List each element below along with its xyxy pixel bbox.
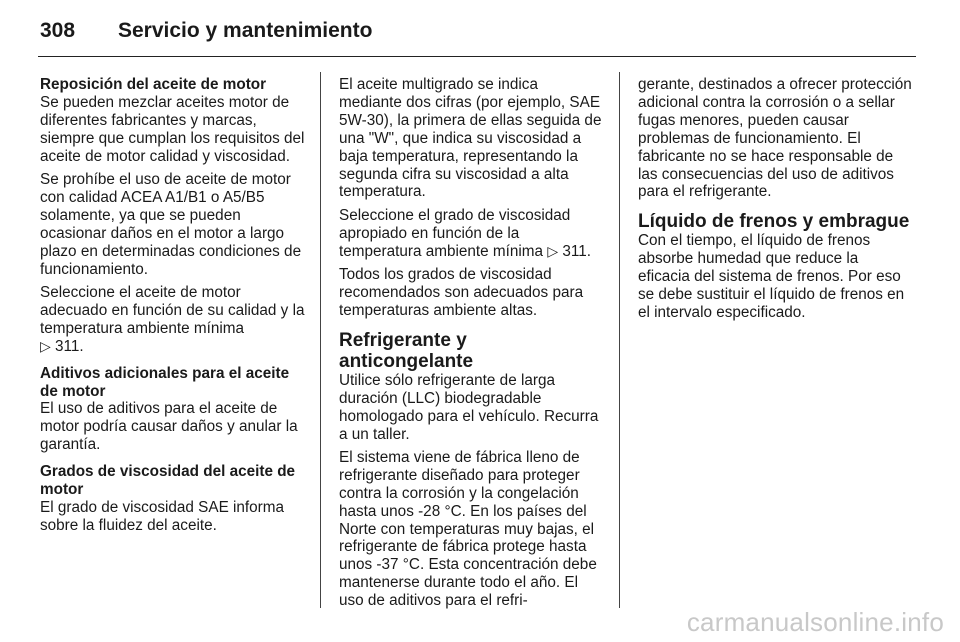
subheading-aditivos: Aditivos adicionales para el aceite de motor <box>40 364 290 400</box>
subheading-grados: Grados de viscosidad del aceite de motor <box>40 463 296 499</box>
page-header <box>38 16 916 57</box>
paragraph: gerante, destinados a ofrecer protección adicional contra la corrosión o a sellar fugas menores, pueden causar problemas de funcionamiento. El fabricante no se hace responsable de las consecuencias del uso de aditivos para el refrigerante. <box>638 76 912 201</box>
column-2 <box>339 76 605 616</box>
column-1 <box>40 76 306 540</box>
paragraph: El sistema viene de fábrica lleno de refrigerante diseñado para proteger contra la corrosión y la congelación hasta unos -28 °C. En los países del Norte con temperaturas muy bajas, el refrigerante de fábrica protege hasta unos -37 °C. Esta concentración debe mantenerse durante todo el año. El uso de aditivos para el refri- <box>339 448 597 610</box>
paragraph: El aceite multigrado se indica mediante dos cifras (por ejemplo, SAE 5W-30), la primera de ellas seguida de una "W", que indica su viscosidad a baja temperatura, representando la segunda cifra su viscosidad a alta temperatura. <box>339 76 602 201</box>
column-divider-2 <box>619 72 620 608</box>
page-reference-icon: ▷ <box>40 337 51 354</box>
page-title: Servicio y mantenimiento <box>118 19 373 42</box>
page-reference[interactable]: 311. <box>562 242 591 260</box>
paragraph <box>339 207 605 261</box>
watermark: carmanualsonline.info <box>686 607 944 637</box>
paragraph: El uso de aditivos para el aceite de motor podría causar daños y anular la garantía. <box>40 400 298 454</box>
page-number: 308 <box>40 19 76 42</box>
subheading-reposicion: Reposición del aceite de motor <box>40 76 267 93</box>
paragraph: Se prohíbe el uso de aceite de motor con calidad ACEA A1/B1 o A5/B5 solamente, ya que se pueden ocasionar daños en el motor a largo plazo en determinadas condiciones de funcionamiento. <box>40 171 302 278</box>
paragraph: Con el tiempo, el líquido de frenos absorbe humedad que reduce la eficacia del sistema de frenos. Por eso se debe sustituir el líquido de frenos en el intervalo especificado. <box>638 232 905 321</box>
column-divider-1 <box>320 72 321 608</box>
heading-frenos: Líquido de frenos y embrague <box>638 211 910 233</box>
page-reference[interactable]: 311. <box>55 337 84 355</box>
paragraph-text: Seleccione el grado de viscosidad apropiado en función de la temperatura ambiente mínima <box>339 206 571 260</box>
paragraph: Todos los grados de viscosidad recomendados son adecuados para temperaturas ambiente altas. <box>339 266 584 319</box>
heading-refrigerante: Refrigerante y anticongelante <box>339 329 474 372</box>
paragraph <box>40 284 306 356</box>
paragraph: El grado de viscosidad SAE informa sobre la fluidez del aceite. <box>40 498 285 534</box>
column-3 <box>638 76 913 327</box>
page-reference-icon: ▷ <box>547 242 559 259</box>
paragraph: Utilice sólo refrigerante de larga duración (LLC) biodegradable homologado para el vehículo. Recurra a un taller. <box>339 371 599 443</box>
paragraph: Se pueden mezclar aceites motor de diferentes fabricantes y marcas, siempre que cumplan los requisitos del aceite de motor calidad y viscosidad. <box>40 93 305 165</box>
paragraph-text: Seleccione el aceite de motor adecuado en función de su calidad y la temperatura ambiente mínima <box>40 283 305 337</box>
